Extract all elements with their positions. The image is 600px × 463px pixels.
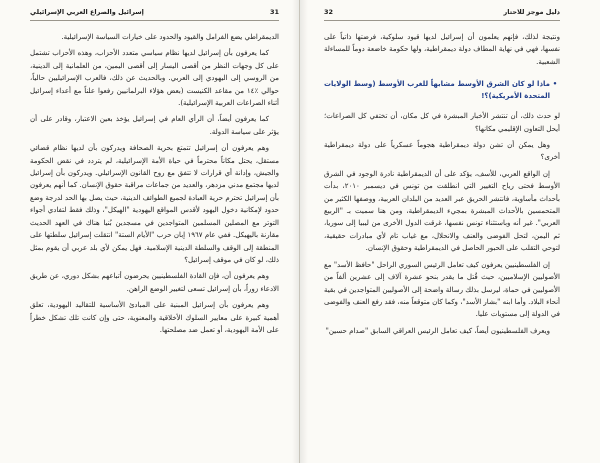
right-page xyxy=(300,0,600,463)
right-page-number: 32 xyxy=(324,8,334,16)
right-running-head xyxy=(324,8,560,21)
right-running-title: دليل موجز للاحتار xyxy=(503,8,560,16)
body-paragraph: ويعرف الفلسطينيون أيضاً، كيف تعامل الرئيس العراقي السابق "صدام حسين" xyxy=(325,326,550,335)
body-paragraph: إن الفلسطينيين يعرفون كيف تعامل الرئيس السوري الراحل "حافظ الأسد" مع الأصوليين الإسلاميين، حيث قُتل ما يقدر بنحو عشرة آلاف إلى عشرين ألفاً من الأصوليين في حماة، ليرسل بذلك رسالة واضحة إلى الأصوليين المتواجدين في بقية أنحاء البلاد. وأما ابنه "بشار الأسد"، وكما كان متوقعاً منه، فقد رفع العنف والفوضى في الدولة إلى مستويات عليا. xyxy=(324,260,560,319)
left-page-number: 31 xyxy=(269,8,279,16)
body-paragraph: وهم يعرفون بأن إسرائيل المبنية على المبادئ الأساسية للتقاليد اليهودية، تعلق أهمية كبيرة على معايير السلوك الأخلاقية والمعنوية، حتى وإن كانت تلك تشكل خطراً على الأمة اليهودية، أو تعمل ضد مصلحتها. xyxy=(30,301,279,334)
intro-paragraph: ونتيجة لذلك، فإنهم يعلمون أن إسرائيل لديها قيود سلوكية، فرضتها ذاتياً على نفسها، فهي في نهاية المطاف دولة ديمقراطية، ولها حكومة خاضعة دوماً للمساءلة الشعبية. xyxy=(324,33,560,66)
left-page-body xyxy=(30,31,279,336)
body-paragraph: وهم يعرفون أن إسرائيل تتمتع بحرية الصحافة ويدركون بأن لديها نظام قضائي مستقل، يحتل مكاناً محترماً في حياة الأمة الإسرائيلية، لم يتردد في نقض الحكومة والجيش، وإدانة أي قرارات لا تتفق مع روح القانون الإسرائيلي. ويدركون بأن إسرائيل لديها مجتمع مدني مزدهر، والعديد من جماعات مراقبة حقوق الإنسان. كما أنهم يعرفون بأن إسرائيل تحترم حرية العبادة لجميع الطوائف الدينية، حيث يصل بها الحد لدرجة وضع حدود لإمكانية دخول اليهود لأقدس المواقع اليهودية "الهيكل"، وذلك فقط لتفادي أجواء التوتر مع المصلين المسلمين المتواجدين في مسجدين بُنيا هناك في العهد الحديث مقارنة باليهيكل. ففي عام ١٩٦٧ إبان حرب "الأيام الستة" انتقلت إسرائيل سلطتها على المنطقة إلى الوقف والسلطة الدينية الإسلامية. فهل يمكن لأي بلد عربي أن يقوم بمثل ذلك، لو كان في موقف إسرائيل؟ xyxy=(30,144,280,264)
body-paragraph: الديمقراطي يضع الفرامل والقيود والحدود على خيارات السياسة الإسرائيلية. xyxy=(61,33,279,41)
body-paragraph: كما يعرفون بأن إسرائيل لديها نظام سياسي متعدد الأحزاب، وهذه الأحزاب تشتمل على كل وجهات النظر من أقصى اليسار إلى أقصى اليمين، من العلمانية إلى الدينية، من الروسي إلى اليهودي إلى العربي. وبالحديث عن ذلك، فالعرب الإسرائيليين حالياً، حوالي ٪١٤ من مقاعد الكنيست (بعض هؤلاء البرلمانيين رفعوا علناً مع أعداء إسرائيل أثناء الصراعات العربية الإسرائيلية). xyxy=(30,49,279,108)
body-paragraph: وهل يمكن أن تشن دولة ديمقراطية هجوماً عسكرياً على دولة ديمقراطية أخرى؟ xyxy=(324,141,560,162)
left-running-title: إسرائيل والصراع العربي الإسرائيلي xyxy=(30,8,144,16)
right-page-body xyxy=(324,31,560,337)
book-gutter xyxy=(292,0,308,463)
left-running-head xyxy=(30,8,279,21)
body-paragraph: وهم يعرفون أن، فإن القادة الفلسطينيين يحرضون أتباعهم بشكل دوري، عن طريق الادعاء زوراً، بأن إسرائيل تسعى لتغيير الوضع الراهن. xyxy=(30,272,279,293)
section-heading-text: ماذا لو كان الشرق الأوسط مشابهاً للغرب الأوسط (وسط الولايات المتحدة الأمريكية)؟! xyxy=(324,80,550,101)
body-paragraph: لو حدث ذلك، أن تنتشر الأخبار المبشرة في كل مكان، أن تختفي كل الصراعات؛ أيحل التعاون الإقليمي مكانها؟ xyxy=(324,112,560,133)
section-heading xyxy=(324,78,560,102)
bullet-icon: • xyxy=(552,80,558,89)
body-paragraph: إن الواقع العربي، للأسف، يؤكد على أن الديمقراطية نادرة الوجود في الشرق الأوسط فحتى رياح التغيير التي انطلقت من تونس في ديسمبر ٢٠١٠، بدأت بأحداث مأساوية، فانتشر الحريق عبر العديد من البلدان العربية، ووصفها الكثير من المتحمسين بالأحداث المبشرة بمجيء الديمقراطية، ومن هنا سميت بـ "الربيع العربي". غير أنه وباستثناء تونس نفسها، غرقت الدول الأخرى من ليبيا إلى سوريا، ثم اليمن، لتحل الفوضى والعنف والانحلال، مع غياب تام لأي مبادرات حقيقية، لتوحي التقلب على الحبور الحاصل في الديمقراطية وحقوق الإنسان. xyxy=(324,169,560,253)
body-paragraph: كما يعرفون أيضاً، أن الرأي العام في إسرائيل يؤخذ بعين الاعتبار، وقادر على أن يؤثر على سياسة الدولة. xyxy=(30,115,279,136)
